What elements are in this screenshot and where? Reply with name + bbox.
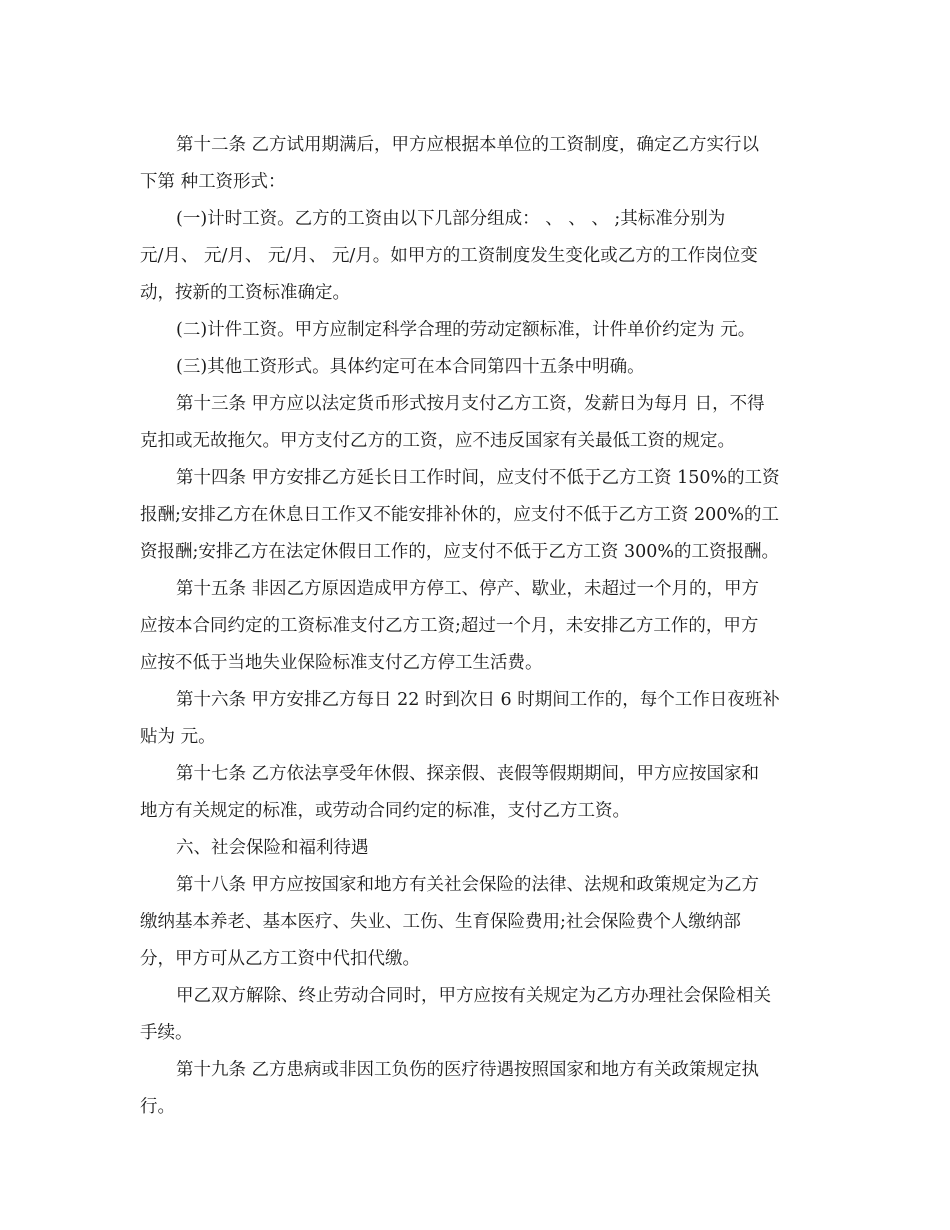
text-line: (二)计件工资。甲方应制定科学合理的劳动定额标准，计件单价约定为 元。 <box>176 320 756 340</box>
text-line: 第十五条 非因乙方原因造成甲方停工、停产、歇业，未超过一个月的，甲方 <box>176 579 760 599</box>
text-line: 手续。 <box>140 1023 193 1043</box>
text-line: 地方有关规定的标准，或劳动合同约定的标准，支付乙方工资。 <box>140 801 630 821</box>
text-line: 第十九条 乙方患病或非因工负伤的医疗待遇按照国家和地方有关政策规定执 <box>176 1060 760 1080</box>
text-line: 克扣或无故拖欠。甲方支付乙方的工资，应不违反国家有关最低工资的规定。 <box>140 431 735 451</box>
section-heading: 六、社会保险和福利待遇 <box>176 838 369 858</box>
text-line: 第十八条 甲方应按国家和地方有关社会保险的法律、法规和政策规定为乙方 <box>176 875 760 895</box>
text-line: 元/月、 元/月、 元/月、 元/月。如甲方的工资制度发生变化或乙方的工作岗位变 <box>140 246 758 266</box>
text-line: 报酬;安排乙方在休息日工作又不能安排补休的，应支付不低于乙方工资 200%的工 <box>140 505 779 525</box>
text-line: 第十三条 甲方应以法定货币形式按月支付乙方工资，发薪日为每月 日，不得 <box>176 394 765 414</box>
text-line: 行。 <box>140 1097 175 1117</box>
text-line: 应按不低于当地失业保险标准支付乙方停工生活费。 <box>140 653 543 673</box>
text-line: 应按本合同约定的工资标准支付乙方工资;超过一个月，未安排乙方工作的，甲方 <box>140 616 759 636</box>
text-line: 分，甲方可从乙方工资中代扣代缴。 <box>140 949 420 969</box>
document-body <box>140 127 812 1126</box>
text-line: (三)其他工资形式。具体约定可在本合同第四十五条中明确。 <box>176 357 645 377</box>
text-line: (一)计时工资。乙方的工资由以下几部分组成： 、 、 、 ;其标准分别为 <box>176 209 726 229</box>
text-line: 甲乙双方解除、终止劳动合同时，甲方应按有关规定为乙方办理社会保险相关 <box>176 986 771 1006</box>
text-line: 第十七条 乙方依法享受年休假、探亲假、丧假等假期期间，甲方应按国家和 <box>176 764 760 784</box>
text-line: 贴为 元。 <box>140 727 216 747</box>
text-line: 资报酬;安排乙方在法定休假日工作的，应支付不低于乙方工资 300%的工资报酬。 <box>140 542 779 562</box>
text-line: 第十二条 乙方试用期满后，甲方应根据本单位的工资制度，确定乙方实行以 <box>176 135 760 155</box>
text-line: 动，按新的工资标准确定。 <box>140 283 350 303</box>
text-line: 第十四条 甲方安排乙方延长日工作时间，应支付不低于乙方工资 150%的工资 <box>176 468 780 488</box>
text-line: 第十六条 甲方安排乙方每日 22 时到次日 6 时期间工作的，每个工作日夜班补 <box>176 690 780 710</box>
text-line: 缴纳基本养老、基本医疗、失业、工伤、生育保险费用;社会保险费个人缴纳部 <box>140 912 741 932</box>
text-line: 下第 种工资形式： <box>140 172 286 192</box>
